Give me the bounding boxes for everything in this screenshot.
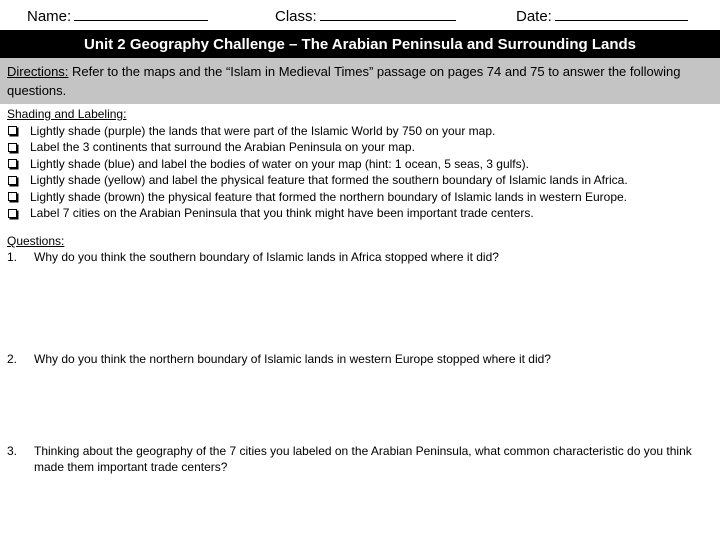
checklist-item-text: Lightly shade (blue) and label the bodies of water on your map (hint: 1 ocean, 5 seas, 3 gulfs). — [30, 156, 529, 171]
checkbox-icon — [8, 209, 17, 218]
question-text: Why do you think the southern boundary of Islamic lands in Africa stopped where it did? — [34, 250, 499, 264]
shading-title: Shading and Labeling: — [7, 107, 127, 121]
name-field — [27, 6, 208, 25]
title-banner — [0, 30, 720, 58]
date-label: Date: — [516, 8, 552, 25]
checkbox-icon — [8, 143, 17, 152]
checkbox-icon — [8, 126, 17, 135]
checklist-item-text: Label 7 cities on the Arabian Peninsula that you think might have been important trade centers. — [30, 206, 534, 220]
question-text: Why do you think the northern boundary of Islamic lands in western Europe stopped where it did? — [34, 352, 551, 366]
question-1 — [7, 249, 713, 265]
questions-title: Questions: — [7, 234, 65, 248]
directions-label: Directions: — [7, 64, 69, 79]
checkbox-icon — [8, 159, 17, 168]
question-number: 3. — [7, 444, 18, 458]
checklist-item — [7, 172, 713, 189]
shading-labeling-section — [7, 106, 713, 222]
student-info-header — [0, 6, 720, 28]
question-2 — [7, 351, 713, 367]
checklist-item — [7, 123, 713, 140]
checklist-item — [7, 139, 713, 156]
shading-checklist — [7, 123, 713, 222]
question-3 — [7, 443, 713, 475]
questions-section — [7, 233, 713, 250]
question-text: Thinking about the geography of the 7 cities you labeled on the Arabian Peninsula, what common characteristic do you think made them important trade centers? — [34, 444, 692, 474]
worksheet-title: Unit 2 Geography Challenge – The Arabian Peninsula and Surrounding Lands — [83, 35, 637, 53]
class-label: Class: — [275, 8, 317, 25]
name-label: Name: — [27, 8, 72, 25]
directions-box — [0, 58, 720, 104]
checkbox-icon — [8, 176, 17, 185]
checklist-item-text: Label the 3 continents that surround the Arabian Peninsula on your map. — [30, 140, 415, 154]
checklist-item-text: Lightly shade (yellow) and label the physical feature that formed the southern boundary of Islamic lands in Africa. — [30, 173, 628, 187]
checklist-item — [7, 189, 713, 206]
class-blank — [320, 6, 456, 21]
checklist-item-text: Lightly shade (brown) the physical feature that formed the northern boundary of Islamic lands in western Europe. — [30, 189, 627, 204]
checkbox-icon — [8, 192, 17, 201]
directions-text: Refer to the maps and the “Islam in Medieval Times” passage on pages 74 and 75 to answer the following questions. — [7, 64, 681, 98]
name-blank — [74, 6, 208, 21]
checklist-item — [7, 156, 713, 173]
checklist-item — [7, 205, 713, 222]
checklist-item-text: Lightly shade (purple) the lands that were part of the Islamic World by 750 on your map. — [30, 123, 496, 138]
date-blank — [555, 6, 688, 21]
class-field — [275, 6, 456, 25]
date-field — [516, 6, 688, 25]
question-number: 1. — [7, 250, 18, 264]
question-number: 2. — [7, 352, 18, 366]
